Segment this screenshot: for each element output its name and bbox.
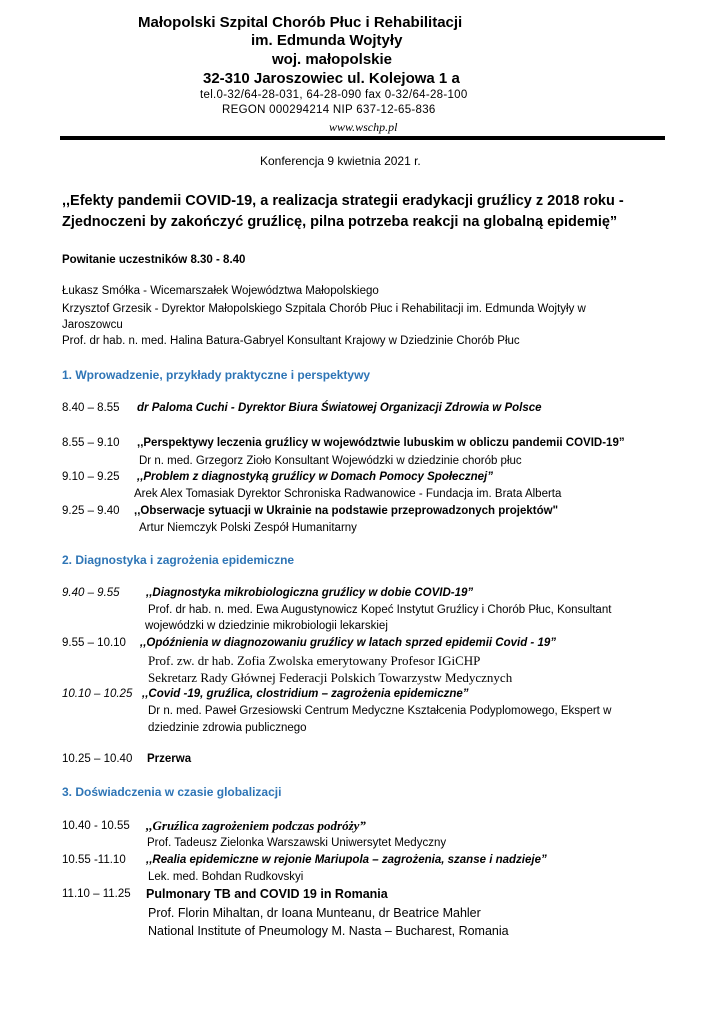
agenda-time: 8.40 – 8.55	[62, 402, 120, 414]
agenda-speaker: Prof. Florin Mihaltan, dr Ioana Munteanu, dr Beatrice Mahler	[148, 906, 481, 920]
agenda-title: dr Paloma Cuchi - Dyrektor Biura Światowej Organizacji Zdrowia w Polsce	[137, 402, 542, 414]
hospital-voivodeship: woj. małopolskie	[272, 51, 393, 68]
agenda-speaker: Prof. dr hab. n. med. Ewa Augustynowicz Kopeć Instytut Gruźlicy i Chorób Płuc, Konsultant	[148, 604, 612, 616]
agenda-time: 9.40 – 9.55	[62, 587, 120, 599]
welcome-speaker: Jaroszowcu	[62, 319, 123, 331]
hospital-phone: tel.0-32/64-28-031, 64-28-090 fax 0-32/64-28-100	[200, 89, 468, 101]
agenda-speaker: National Institute of Pneumology M. Nasta – Bucharest, Romania	[148, 924, 509, 938]
conference-date: Konferencja 9 kwietnia 2021 r.	[260, 154, 421, 168]
agenda-speaker: Prof. Tadeusz Zielonka Warszawski Uniwersytet Medyczny	[147, 837, 447, 849]
header-divider	[60, 136, 665, 140]
agenda-time: 10.25 – 10.40	[62, 753, 133, 765]
agenda-title: ,,Perspektywy leczenia gruźlicy w województwie lubuskim w obliczu pandemii COVID-19”	[137, 437, 625, 449]
agenda-speaker: Arek Alex Tomasiak Dyrektor Schroniska Radwanowice - Fundacja im. Brata Alberta	[134, 488, 562, 500]
agenda-title: ,,Diagnostyka mikrobiologiczna gruźlicy w dobie COVID-19”	[146, 587, 474, 599]
hospital-address: 32-310 Jaroszowiec ul. Kolejowa 1 a	[203, 70, 460, 87]
agenda-time: 8.55 – 9.10	[62, 437, 120, 449]
welcome-speaker: Krzysztof Grzesik - Dyrektor Małopolskiego Szpitala Chorób Płuc i Rehabilitacji im. Edmunda Wojtyły w	[62, 303, 586, 315]
welcome-speaker: Prof. dr hab. n. med. Halina Batura-Gabryel Konsultant Krajowy w Dziedzinie Chorób Płuc	[62, 335, 520, 347]
agenda-time: 10.10 – 10.25	[62, 688, 133, 700]
agenda-time: 9.25 – 9.40	[62, 505, 120, 517]
agenda-time: 10.55 -11.10	[62, 854, 126, 866]
agenda-speaker: Dr n. med. Paweł Grzesiowski Centrum Medyczne Kształcenia Podyplomowego, Ekspert w	[148, 705, 612, 717]
agenda-speaker: Dr n. med. Grzegorz Zioło Konsultant Wojewódzki w dziedzinie chorób płuc	[139, 455, 522, 467]
hospital-name: Małopolski Szpital Chorób Płuc i Rehabilitacji	[138, 14, 463, 31]
welcome-heading: Powitanie uczestników 8.30 - 8.40	[62, 254, 246, 266]
agenda-time: 10.40 - 10.55	[62, 820, 130, 832]
section-heading: 3. Doświadczenia w czasie globalizacji	[62, 785, 282, 799]
conference-title	[62, 191, 682, 233]
agenda-time: 9.55 – 10.10	[62, 637, 126, 649]
agenda-time: 11.10 – 11.25	[62, 888, 131, 900]
conference-title-line2: Zjednoczeni by zakończyć gruźlicę, pilna potrzeba reakcji na globalną epidemię”	[62, 214, 618, 230]
hospital-patron: im. Edmunda Wojtyły	[251, 32, 403, 49]
agenda-speaker: Sekretarz Rady Głównej Federacji Polskich Towarzystw Medycznych	[148, 670, 513, 685]
agenda-speaker: wojewódzki w dziedzinie mikrobiologii lekarskiej	[145, 620, 388, 632]
agenda-speaker: Lek. med. Bohdan Rudkovskyi	[148, 871, 304, 883]
hospital-regon-nip: REGON 000294214 NIP 637-12-65-836	[222, 104, 436, 116]
agenda-title: Pulmonary TB and COVID 19 in Romania	[146, 887, 388, 901]
agenda-speaker: Prof. zw. dr hab. Zofia Zwolska emerytowany Profesor IGiCHP	[148, 653, 481, 668]
section-heading: 2. Diagnostyka i zagrożenia epidemiczne	[62, 553, 295, 567]
agenda-title: ,,Covid -19, gruźlica, clostridium – zagrożenia epidemiczne”	[142, 688, 469, 700]
agenda-title: ,,Obserwacje sytuacji w Ukrainie na podstawie przeprowadzonych projektów"	[134, 505, 559, 517]
agenda-title: ,,Realia epidemiczne w rejonie Mariupola – zagrożenia, szanse i nadzieje”	[146, 854, 547, 866]
agenda-break: Przerwa	[147, 753, 192, 765]
agenda-speaker: Artur Niemczyk Polski Zespół Humanitarny	[139, 522, 357, 534]
hospital-website-link[interactable]: www.wschp.pl	[329, 120, 398, 134]
welcome-speaker: Łukasz Smółka - Wicemarszałek Województwa Małopolskiego	[62, 285, 379, 297]
conference-title-line1: ,,Efekty pandemii COVID-19, a realizacja strategii eradykacji gruźlicy z 2018 roku -	[62, 193, 624, 209]
agenda-title: ,,Opóźnienia w diagnozowaniu gruźlicy w latach sprzed epidemii Covid - 19”	[140, 637, 556, 649]
agenda-speaker: dziedzinie zdrowia publicznego	[148, 722, 307, 734]
section-heading: 1. Wprowadzenie, przykłady praktyczne i perspektywy	[62, 368, 371, 382]
agenda-title: ,,Problem z diagnostyką gruźlicy w Domach Pomocy Społecznej”	[137, 471, 493, 483]
agenda-time: 9.10 – 9.25	[62, 471, 120, 483]
agenda-title: ,,Gruźlica zagrożeniem podczas podróży”	[146, 818, 366, 833]
